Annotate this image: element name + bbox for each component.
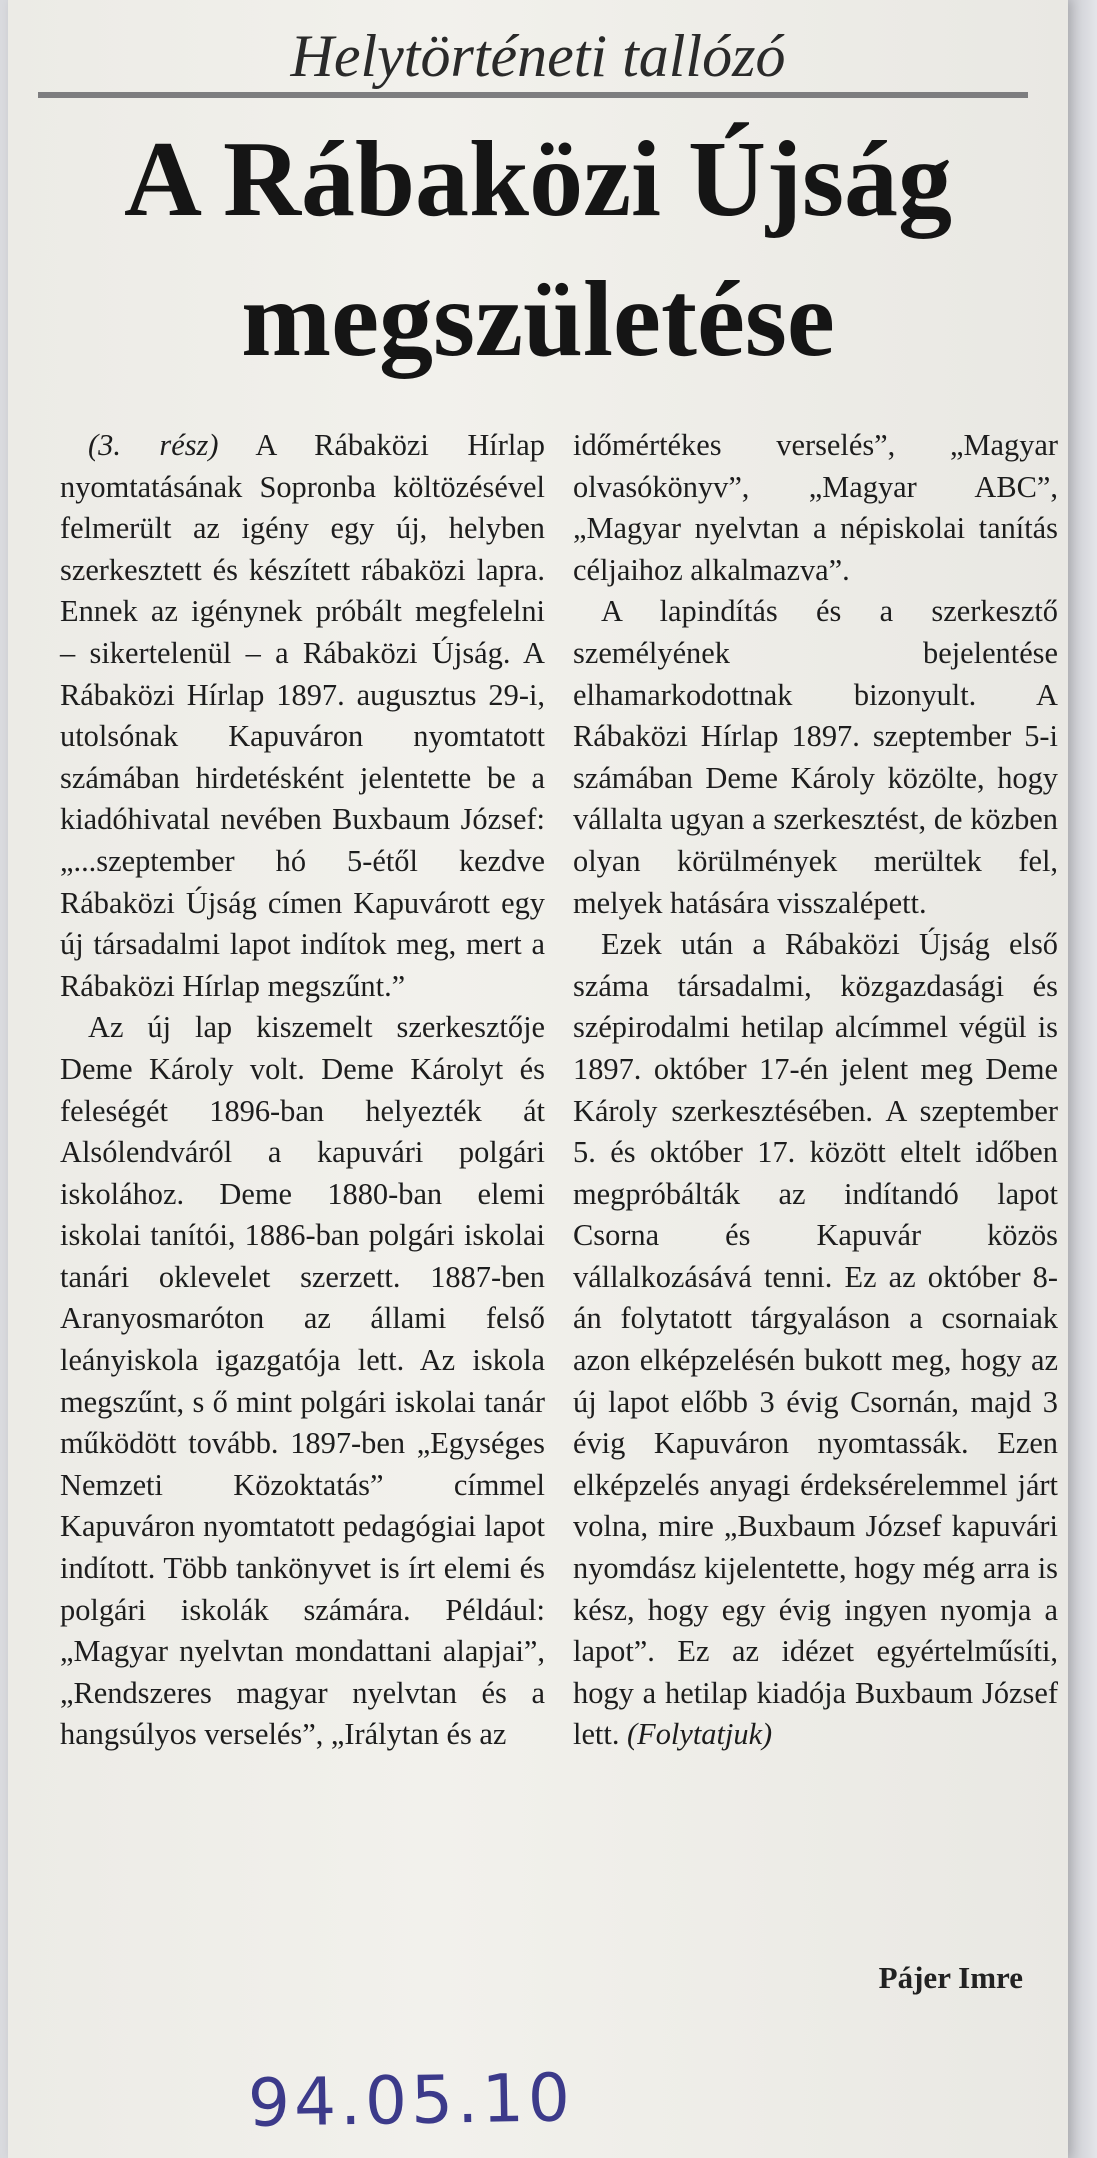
headline-line-1: A Rábaközi Újság xyxy=(123,120,953,239)
paragraph-text: Ezek után a Rábaközi Újság első száma társadalmi, közgazdasági és szépirodalmi hetilap alcímmel végül is 1897. október 17-én jelent meg Deme Károly szerkesztésében. A szeptember 5. és október 17. között eltelt időben megpróbálták az indítandó lapot Csorna és Kapuvár közös vállalkozásává tenni. Ez az október 8-án folytatott tárgyaláson a csornaiak azon elképzelésén bukott meg, hogy az új lapot előbb 3 évig Csornán, majd 3 évig Kapuváron nyomtassák. Ezen elképzelés anyagi érdeksérelemmel járt volna, mire „Buxbaum József kapuvári nyomdász kijelentette, hogy még arra is kész, hogy egy évig ingyen nyomja a lapot”. Ez az idézet egyértelműsíti, hogy a hetilap kiadója Buxbaum József lett. xyxy=(573,927,1058,1752)
newspaper-clipping xyxy=(8,0,1068,2158)
headline-line-2: megszületése xyxy=(241,260,835,379)
paragraph xyxy=(573,924,1058,1756)
background-edge xyxy=(1068,0,1097,2158)
article-headline xyxy=(8,110,1068,390)
paragraph: Az új lap kiszemelt szerkesztője Deme Károly volt. Deme Károlyt és feleségét 1896-ban helyezték át Alsólendváról a kapuvári polgári iskolához. Deme 1880-ban elemi iskolai tanítói, 1886-ban polgári iskolai tanári oklevelet szerzett. 1887-ben Aranyosmaróton az állami felső leányiskola igazgatója lett. Az iskola megszűnt, s ő mint polgári iskolai tanár működött tovább. 1897-ben „Egységes Nemzeti Közoktatás” címmel Kapuváron nyomtatott pedagógiai lapot indított. Több tankönyvet is írt elemi és polgári iskolák számára. Például: „Magyar nyelvtan mondattani alapjai”, „Rendszeres magyar nyelvtan és a hangsúlyos verselés”, „Irálytan és az xyxy=(60,1010,545,1752)
paragraph-text: A Rábaközi Hírlap nyomtatásának Sopronba költözésével felmerült az igény egy új, helyben szerkesztett és készített rábaközi lapra. Ennek az igénynek próbált megfelelni – sikertelenül – a Rábaközi Újság. A Rábaközi Hírlap 1897. augusztus 29-i, utolsónak Kapuváron nyomtatott számában hirdetésként jelentette be a kiadóhivatal nevében Buxbaum József: „...szeptember hó 5-étől kezdve Rábaközi Újság címen Kapuvárott egy új társadalmi lapot indítok meg, mert a Rábaközi Hírlap megszűnt.” xyxy=(60,428,545,1003)
paragraph xyxy=(60,425,545,1007)
paragraph: A lapindítás és a szerkesztő személyének bejelentése elhamarkodottnak bizonyult. A Rábaközi Hírlap 1897. szeptember 5-i számában Deme Károly közölte, hogy vállalta ugyan a szerkesztést, de közben olyan körülmények merültek fel, melyek hatására visszalépett. xyxy=(573,594,1058,920)
article-column-left xyxy=(60,425,545,1756)
continued-note: (Folytatjuk) xyxy=(627,1717,773,1752)
header-rule xyxy=(38,92,1028,98)
author-byline: Pájer Imre xyxy=(878,1960,1023,1995)
column-kicker: Helytörténeti tallózó xyxy=(290,23,786,89)
part-label: (3. rész) xyxy=(88,428,219,462)
handwritten-date: 94.05.10 xyxy=(247,2059,575,2142)
paragraph-continued: időmértékes verselés”, „Magyar olvasókönyv”, „Magyar ABC”, „Magyar nyelvtan a népiskolai tanítás céljaihoz alkalmazva”. xyxy=(573,428,1058,587)
article-column-right xyxy=(573,425,1058,1756)
